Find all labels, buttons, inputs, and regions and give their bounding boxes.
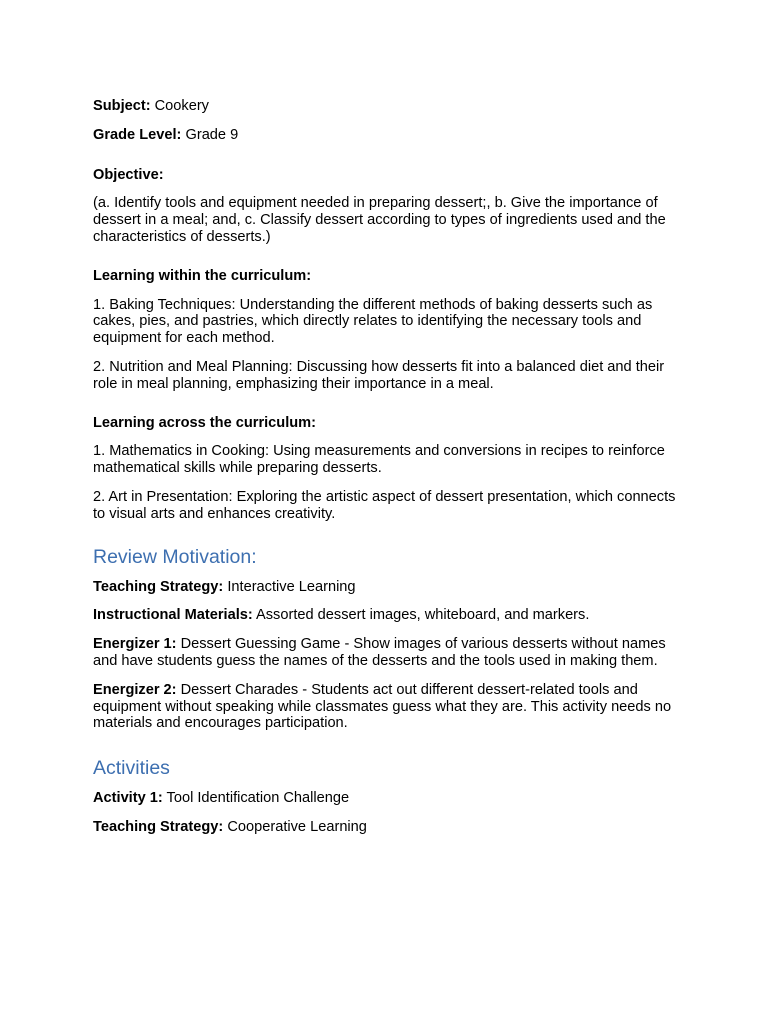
activity-1-value: Tool Identification Challenge [166,790,350,807]
subject-value: Cookery [154,98,209,114]
review-strategy-line [93,579,683,596]
instructional-materials-label: Instructional Materials: [93,607,253,624]
grade-level-line [93,127,683,144]
activity-1-label: Activity 1: [93,790,163,807]
within-curriculum-heading: Learning within the curriculum: [93,267,312,284]
instructional-materials-line [93,607,683,624]
document-page [93,98,683,848]
across-curriculum-heading: Learning across the curriculum: [93,414,317,431]
activities-heading: Activities [93,757,170,780]
review-strategy-label: Teaching Strategy: [93,578,224,595]
energizer-1-line [93,636,683,670]
energizer-2-value: Dessert Charades - Students act out different dessert-related tools and equipment without speaking while classmates guess what they are. This activity needs no materials and encourages participation. [93,681,672,732]
subject-label: Subject: [93,98,151,114]
objective-heading: Objective: [93,166,164,183]
instructional-materials-value: Assorted dessert images, whiteboard, and markers. [256,607,590,624]
across-curriculum-item: 1. Mathematics in Cooking: Using measurements and conversions in recipes to reinforce mathematical skills while preparing desserts. [93,443,665,477]
activities-strategy-label: Teaching Strategy: [93,818,224,835]
within-curriculum-item: 1. Baking Techniques: Understanding the different methods of baking desserts such as cakes, pies, and pastries, which directly relates to identifying the necessary tools and equipment for each method. [93,296,653,347]
within-curriculum-item: 2. Nutrition and Meal Planning: Discussing how desserts fit into a balanced diet and their role in meal planning, emphasizing their importance in a meal. [93,358,665,392]
objective-text: (a. Identify tools and equipment needed in preparing dessert;, b. Give the importance of dessert in a meal; and, c. Classify dessert according to types of ingredients used and the characteristics of desserts.) [93,195,666,245]
energizer-1-label: Energizer 1: [93,636,177,653]
across-curriculum-item: 2. Art in Presentation: Exploring the artistic aspect of dessert presentation, which connects to visual arts and enhances creativity. [93,488,676,522]
activity-1-line [93,790,683,807]
activities-strategy-value: Cooperative Learning [227,818,367,835]
subject-line [93,98,683,115]
review-strategy-value: Interactive Learning [227,578,356,595]
activities-strategy-line [93,819,683,836]
energizer-2-line [93,682,683,732]
energizer-1-value: Dessert Guessing Game - Show images of various desserts without names and have students guess the names of the desserts and the tools used in making them. [93,636,666,669]
review-motivation-heading: Review Motivation: [93,545,257,568]
grade-level-label: Grade Level: [93,126,182,143]
grade-level-value: Grade 9 [185,126,239,143]
energizer-2-label: Energizer 2: [93,681,177,698]
